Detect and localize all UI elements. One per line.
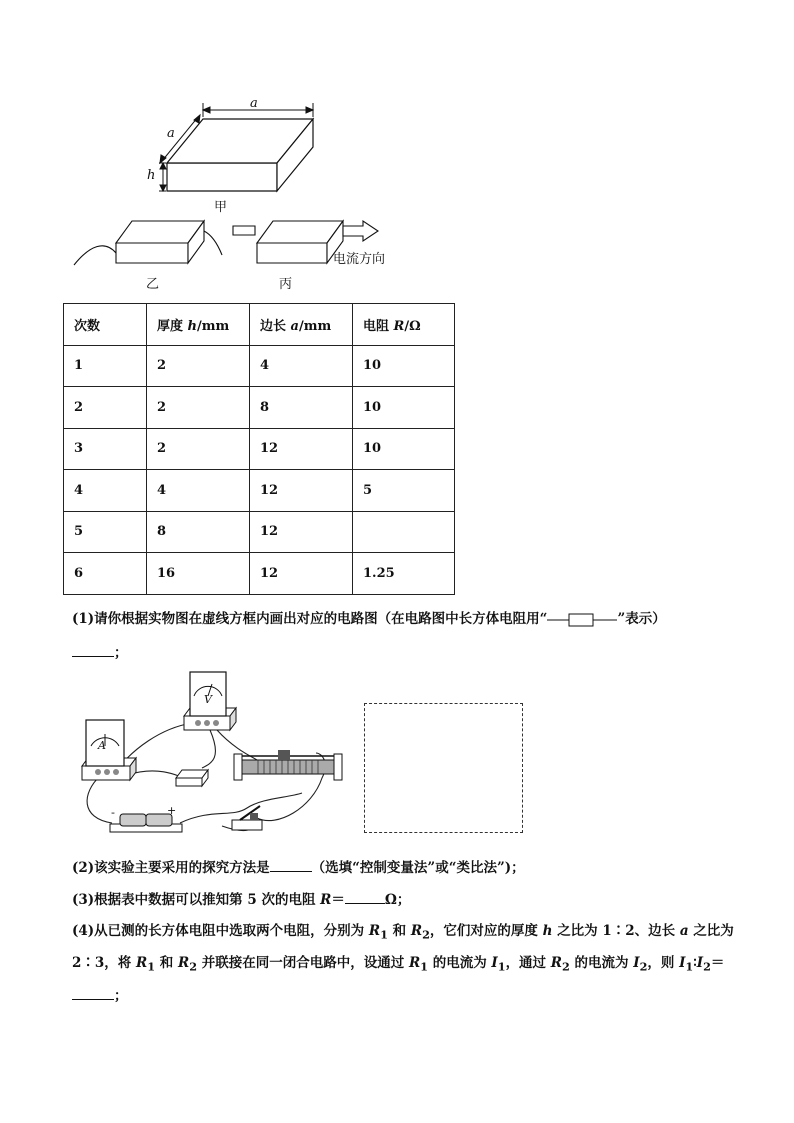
table-row <box>64 553 455 595</box>
label-h: h <box>147 168 156 183</box>
caption-yi: 乙 <box>146 277 160 292</box>
cuboid-resistor <box>176 770 208 786</box>
header-thickness: 厚度 h/mm <box>147 304 250 346</box>
table-cell: 8 <box>250 387 353 429</box>
header-resistance: 电阻 R/Ω <box>353 304 455 346</box>
table-row <box>64 345 455 387</box>
dimension-h <box>159 163 166 191</box>
circuit-diagram-answer-box[interactable] <box>364 703 523 833</box>
table-row <box>64 470 455 512</box>
sliding-rheostat <box>234 750 342 780</box>
table-cell: 2 <box>147 387 250 429</box>
table-cell: 12 <box>250 428 353 470</box>
question-2: (2)该实验主要采用的探究方法是 （选填“控制变量法”或“类比法”)； <box>72 860 525 876</box>
table-cell: 6 <box>64 553 147 595</box>
table-cell: 2 <box>64 387 147 429</box>
answer-blank-2[interactable] <box>270 859 312 872</box>
table-cell: 2 <box>147 345 250 387</box>
table-cell: 12 <box>250 470 353 512</box>
table-row <box>64 511 455 553</box>
ammeter <box>82 720 136 780</box>
table-cell: 4 <box>250 345 353 387</box>
data-table <box>63 303 455 595</box>
table-cell: 10 <box>353 387 455 429</box>
knife-switch <box>232 806 262 830</box>
question-4-line1: (4)从已测的长方体电阻中选取两个电阻，分别为 $R_1$ 和 $R_2$，它们对应的厚度 h 之比为 1∶2、边长 a 之比为 <box>72 923 734 942</box>
question-1-line2: ； <box>72 641 128 661</box>
header-side-length: 边长 a/mm <box>250 304 353 346</box>
question-4-line3: ； <box>72 984 128 1004</box>
cuboid-jia <box>167 119 313 191</box>
table-cell: 10 <box>353 345 455 387</box>
table-cell: 5 <box>64 511 147 553</box>
question-4-line2: 2∶3，将 $R_1$ 和 $R_2$ 并联接在同一闭合电路中，设通过 $R_1$ 的电流为 $I_1$，通过 $R_2$ 的电流为 $I_2$，则 $I_1∶I_2=$ <box>72 955 725 974</box>
table-cell: 10 <box>353 428 455 470</box>
table-cell: 1.25 <box>353 553 455 595</box>
label-a-top: a <box>250 96 258 111</box>
ammeter-label: A <box>98 739 106 752</box>
table-cell: 12 <box>250 553 353 595</box>
table-cell: 5 <box>353 470 455 512</box>
label-a-side: a <box>167 126 175 141</box>
battery-minus-label: - <box>111 806 115 819</box>
cuboid-yi <box>74 221 222 265</box>
caption-bing: 丙 <box>279 277 293 292</box>
table-cell: 8 <box>147 511 250 553</box>
table-cell: 1 <box>64 345 147 387</box>
table-header-row <box>64 304 455 346</box>
table-cell: 4 <box>64 470 147 512</box>
battery-plus-label: + <box>167 804 177 817</box>
answer-blank-3[interactable] <box>345 891 385 904</box>
table-cell: 2 <box>147 428 250 470</box>
question-1-line1: (1)请你根据实物图在虚线方框内画出对应的电路图（在电路图中长方体电阻用“ ”表示） <box>72 611 666 627</box>
answer-blank-4[interactable] <box>72 987 114 1000</box>
table-cell: 16 <box>147 553 250 595</box>
question-3: (3)根据表中数据可以推知第 5 次的电阻 R＝ Ω； <box>72 892 411 908</box>
table-cell: 3 <box>64 428 147 470</box>
table-cell: 4 <box>147 470 250 512</box>
voltmeter-label: V <box>204 693 212 706</box>
table-row <box>64 428 455 470</box>
caption-jia: 甲 <box>214 200 228 215</box>
current-direction-label: 电流方向 <box>333 252 386 267</box>
answer-blank-1[interactable] <box>72 644 114 657</box>
table-row <box>64 387 455 429</box>
dimension-a-top <box>203 103 313 117</box>
resistor-symbol-icon <box>547 613 617 627</box>
header-count: 次数 <box>64 304 147 346</box>
table-cell: 12 <box>250 511 353 553</box>
table-cell-empty <box>353 511 455 553</box>
